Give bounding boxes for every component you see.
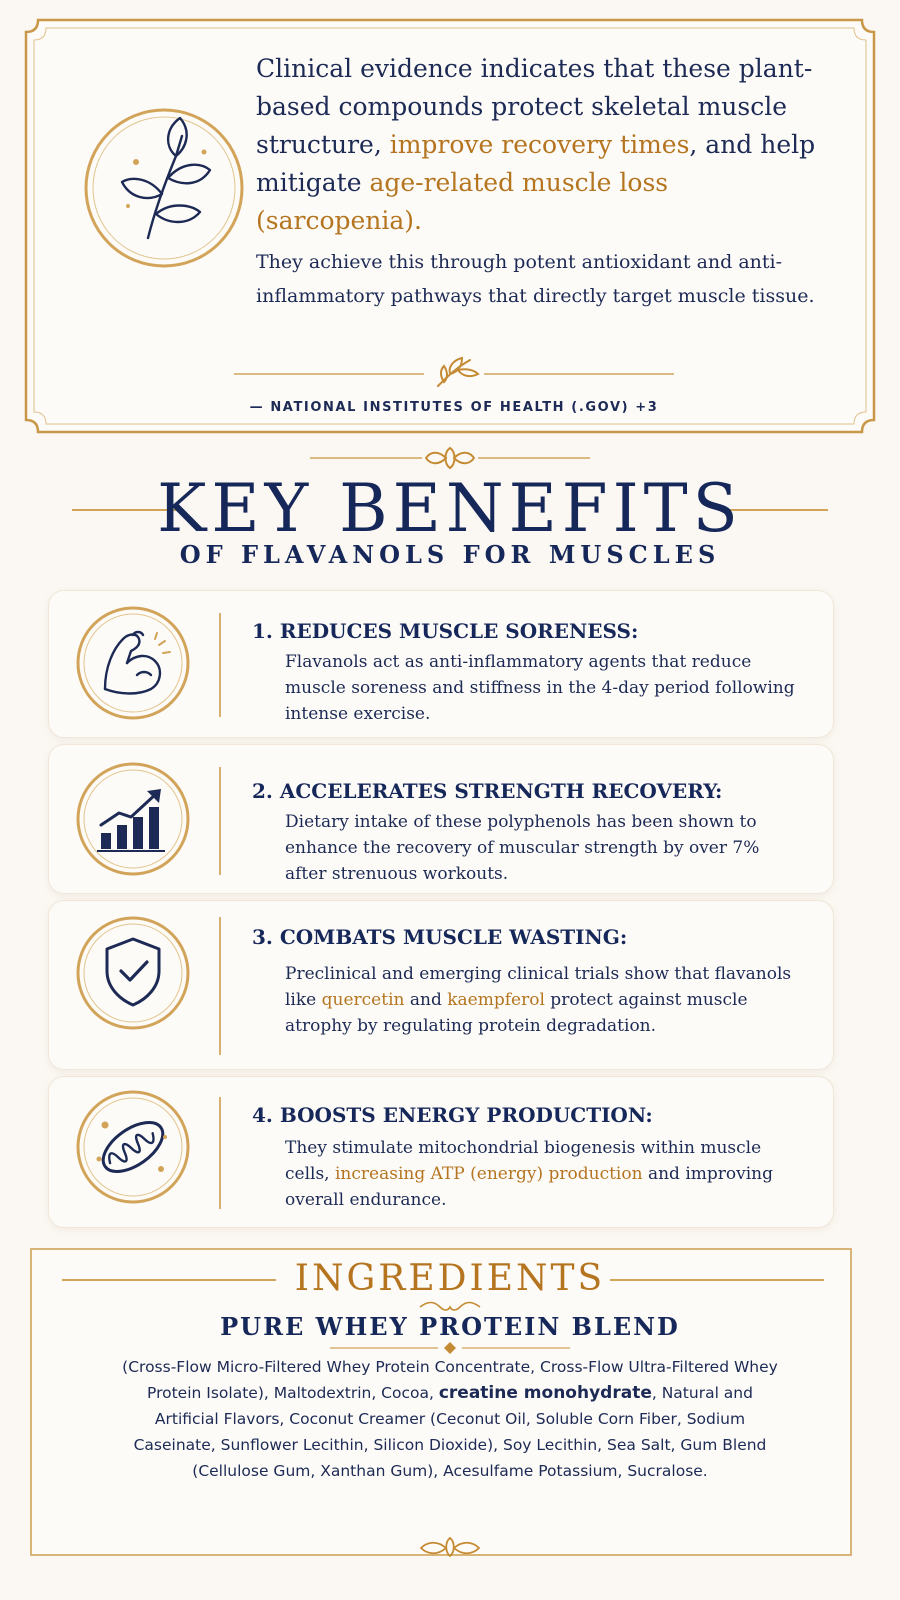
section-title: KEY BENEFITS: [157, 470, 743, 547]
benefit-title: 4. BOOSTS ENERGY PRODUCTION:: [252, 1103, 653, 1127]
flexed-arm-icon: [75, 605, 191, 721]
benefit-body-part: They stimulate mitochondrial biogenesis within muscle cells,: [285, 1138, 762, 1184]
quote-text: [256, 50, 836, 240]
benefit-separator: [219, 1097, 221, 1209]
section-subtitle: OF FLAVANOLS FOR MUSCLES: [179, 540, 721, 569]
benefit-card-strength: [48, 744, 834, 894]
benefit-card-energy: [48, 1076, 834, 1228]
quote-text-part: , and help mitigate: [256, 130, 816, 197]
bottom-leaf-ornament-icon: [405, 1534, 495, 1560]
ingredients-list: [120, 1354, 780, 1484]
shield-check-icon: [75, 915, 191, 1031]
benefit-body: Flavanols act as anti-inflammatory agents that reduce muscle soreness and stiffness in the 4-day period following intense exercise.: [285, 652, 795, 724]
benefit-separator: [219, 917, 221, 1055]
benefit-body: [285, 1135, 805, 1213]
benefit-body-part: Preclinical and emerging clinical trials show that flavanols like: [285, 964, 792, 1010]
benefit-separator: [219, 613, 221, 717]
diamond-ornament-icon: [330, 1342, 570, 1354]
quote-card: [24, 18, 876, 434]
benefit-body: [285, 961, 805, 1039]
highlight-quercetin: quercetin: [321, 990, 405, 1010]
benefit-body-part: protect against muscle atrophy by regulating protein degradation.: [285, 990, 748, 1036]
ingredient-creatine: creatine monohydrate: [438, 1383, 652, 1403]
benefit-title: 3. COMBATS MUSCLE WASTING:: [252, 925, 628, 949]
ingredients-list-part: , Natural and Artificial Flavors, Coconut Creamer (Ceconut Oil, Soluble Corn Fiber, Sodium Caseinate, Sunflower Lecithin, Silicon Dioxide), Soy Lecithin, Sea Salt, Gum Blend (Cellulose Gum, Xanthan Gum), Acesulfame Potassium, Sucralose.: [133, 1384, 767, 1480]
ingredients-subtitle: PURE WHEY PROTEIN BLEND: [220, 1312, 680, 1341]
mitochondria-icon: [75, 1089, 191, 1205]
benefit-separator: [219, 767, 221, 875]
quote-source: — NATIONAL INSTITUTES OF HEALTH (.GOV) +3: [249, 400, 659, 415]
benefit-card-wasting: [48, 900, 834, 1070]
quote-text-part: Clinical evidence indicates that these plant-based compounds protect skeletal muscle structure,: [256, 54, 813, 159]
leaf-sprig-icon: [82, 106, 246, 270]
ingredients-rule-left: [62, 1279, 276, 1281]
leaf-divider-icon: [234, 354, 674, 394]
benefit-card-soreness: [48, 590, 834, 738]
ingredients-title: INGREDIENTS: [294, 1258, 606, 1299]
quote-highlight-sarcopenia: age-related muscle loss (sarcopenia).: [256, 168, 669, 235]
quote-highlight-recovery: improve recovery times: [389, 130, 690, 159]
highlight-kaempferol: kaempferol: [447, 990, 545, 1010]
ingredients-list-part: (Cross-Flow Micro-Filtered Whey Protein Concentrate, Cross-Flow Ultra-Filtered Whey Protein Isolate), Maltodextrin, Cocoa,: [122, 1358, 778, 1402]
benefit-body-part: and: [404, 990, 448, 1010]
benefit-body-part: and improving overall endurance.: [285, 1164, 774, 1210]
benefit-title: 2. ACCELERATES STRENGTH RECOVERY:: [252, 779, 723, 803]
benefit-body: Dietary intake of these polyphenols has been shown to enhance the recovery of muscular strength by over 7% after strenuous workouts.: [285, 812, 760, 884]
benefit-title: 1. REDUCES MUSCLE SORENESS:: [252, 619, 639, 643]
quote-subtext: They achieve this through potent antioxidant and anti-inflammatory pathways that directly target muscle tissue.: [256, 251, 815, 307]
growth-chart-icon: [75, 761, 191, 877]
highlight-atp: increasing ATP (energy) production: [335, 1164, 643, 1184]
